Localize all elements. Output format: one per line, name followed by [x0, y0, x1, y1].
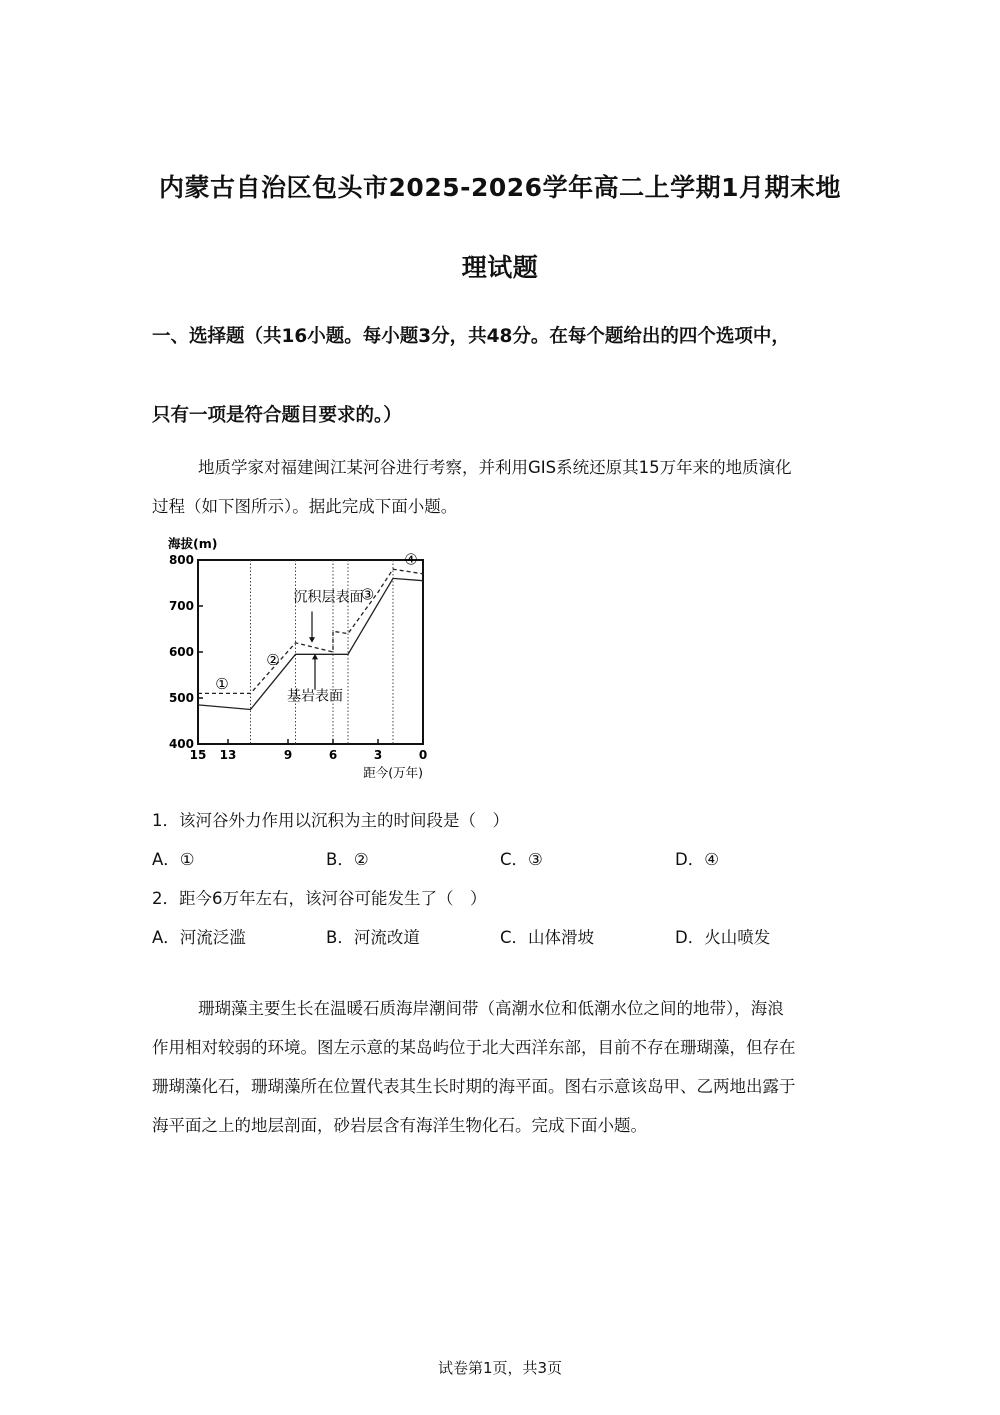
passage-2-line-1: 珊瑚藻主要生长在温暖石质海岸潮间带（高潮水位和低潮水位之间的地带），海浪 — [198, 999, 784, 1018]
q1-option-c[interactable]: C．③ — [500, 850, 543, 869]
x-tick-label: 9 — [283, 748, 293, 762]
passage-2 — [152, 989, 842, 1145]
q1-option-d[interactable]: D．④ — [675, 850, 719, 869]
annotation-bedrock-surface: 基岩表面 — [287, 688, 343, 705]
y-tick-label: 600 — [168, 645, 194, 659]
x-tick-label: 0 — [418, 748, 428, 762]
y-tick-label: 700 — [168, 599, 194, 613]
section-heading-line-1: 一、选择题（共16小题。每小题3分，共48分。在每个题给出的四个选项中， — [152, 326, 790, 347]
passage-1 — [152, 448, 842, 526]
arrowhead-sediment — [309, 637, 315, 643]
y-tick-label: 400 — [168, 737, 194, 751]
q1-option-a[interactable]: A．① — [152, 850, 195, 869]
x-axis-label: 距今(万年) — [363, 765, 423, 780]
x-tick-label: 13 — [219, 748, 237, 762]
sediment-surface-line — [198, 569, 423, 693]
q2-option-a[interactable]: A．河流泛滥 — [152, 928, 246, 947]
plot-frame — [198, 560, 423, 744]
x-tick-label: 3 — [373, 748, 383, 762]
y-tick-label: 500 — [168, 691, 194, 705]
annotation-sediment-surface: 沉积层表面 — [293, 589, 364, 606]
geology-chart — [160, 530, 450, 790]
page-title-line-2: 理试题 — [461, 253, 539, 282]
q2-option-c[interactable]: C．山体滑坡 — [500, 928, 595, 947]
passage-1-line-1: 地质学家对福建闽江某河谷进行考察，并利用GIS系统还原其15万年来的地质演化 — [198, 458, 792, 477]
question-2-stem: 2．距今6万年左右，该河谷可能发生了（ ） — [152, 889, 487, 908]
q2-option-b[interactable]: B．河流改道 — [326, 928, 420, 947]
stage-label-1: ① — [215, 674, 229, 693]
question-1-stem: 1．该河谷外力作用以沉积为主的时间段是（ ） — [152, 811, 509, 830]
q2-option-d[interactable]: D．火山喷发 — [675, 928, 771, 947]
stage-label-2: ② — [266, 650, 280, 669]
page-footer: 试卷第1页，共3页 — [437, 1359, 563, 1377]
passage-2-line-4: 海平面之上的地层剖面，砂岩层含有海洋生物化石。完成下面小题。 — [152, 1116, 647, 1135]
passage-2-line-3: 珊瑚藻化石，珊瑚藻所在位置代表其生长时期的海平面。图右示意该岛甲、乙两地出露于 — [152, 1077, 796, 1096]
x-tick-label: 15 — [189, 748, 207, 762]
x-tick-label: 6 — [328, 748, 338, 762]
y-tick-label: 800 — [168, 553, 194, 567]
section-heading-line-2: 只有一项是符合题目要求的。） — [152, 405, 402, 426]
stage-label-4: ④ — [404, 550, 418, 569]
q1-option-b[interactable]: B．② — [326, 850, 369, 869]
passage-1-line-2: 过程（如下图所示）。据此完成下面小题。 — [152, 497, 458, 516]
passage-2-line-2: 作用相对较弱的环境。图左示意的某岛屿位于北大西洋东部，目前不存在珊瑚藻，但存在 — [152, 1038, 796, 1057]
page-title-line-1: 内蒙古自治区包头市2025-2026学年高二上学期1月期末地 — [159, 173, 841, 202]
stage-label-3: ③ — [360, 585, 375, 604]
y-axis-label: 海拔(m) — [168, 536, 218, 551]
